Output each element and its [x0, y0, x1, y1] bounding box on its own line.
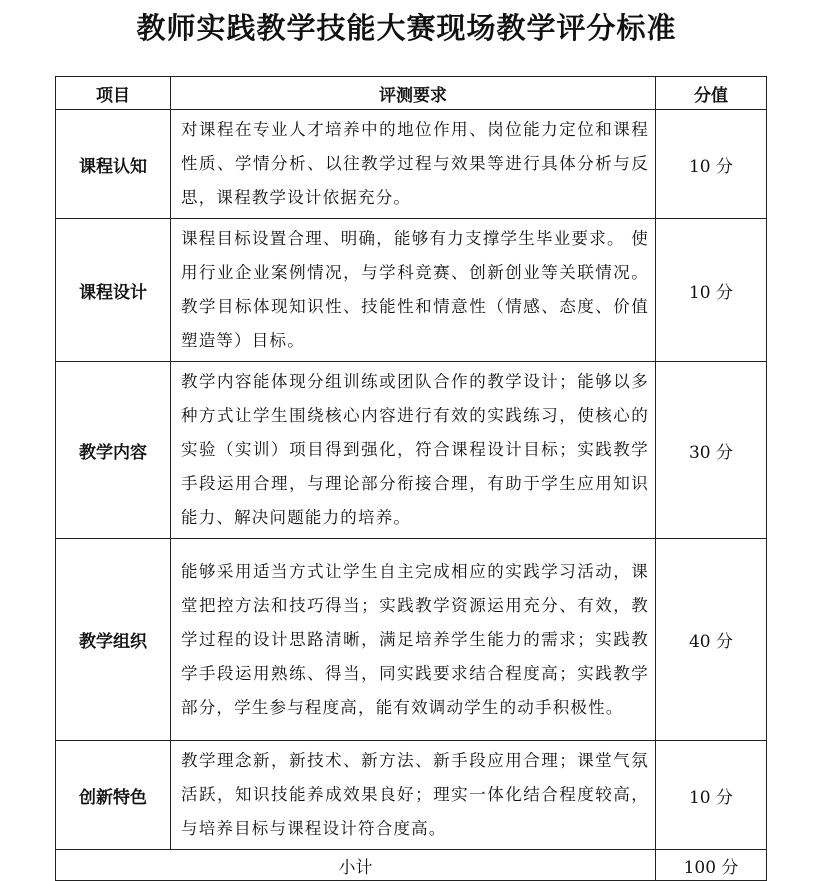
table-row	[56, 219, 767, 362]
row-score: 10 分	[656, 110, 767, 219]
row-item: 教学组织	[56, 539, 171, 741]
row-requirement: 能够采用适当方式让学生自主完成相应的实践学习活动，课堂把控方法和技巧得当；实践教学资源运用充分、有效，教学过程的设计思路清晰，满足培养学生能力的需求；实践教学手段运用熟练、得当，同实践要求结合程度高；实践教学部分，学生参与程度高，能有效调动学生的动手积极性。	[171, 539, 656, 741]
header-requirement: 评测要求	[171, 77, 656, 110]
page-title: 教师实践教学技能大赛现场教学评分标准	[136, 11, 677, 45]
table-header-row	[56, 77, 767, 110]
row-requirement: 课程目标设置合理、明确，能够有力支撑学生毕业要求。 使用行业企业案例情况，与学科竞赛、创新创业等关联情况。教学目标体现知识性、技能性和情意性（情感、态度、价值塑造等）目标。	[171, 219, 656, 362]
row-requirement: 教学内容能体现分组训练或团队合作的教学设计；能够以多种方式让学生围绕核心内容进行有效的实践练习，使核心的实验（实训）项目得到强化，符合课程设计目标；实践教学手段运用合理，与理论部分衔接合理，有助于学生应用知识能力、解决问题能力的培养。	[171, 362, 656, 539]
row-item: 课程认知	[56, 110, 171, 219]
row-score: 40 分	[656, 539, 767, 741]
total-score: 100 分	[656, 850, 767, 881]
table-row	[56, 362, 767, 539]
table-row	[56, 741, 767, 850]
header-item: 项目	[56, 77, 171, 110]
row-score: 10 分	[656, 219, 767, 362]
table-row	[56, 110, 767, 219]
row-score: 10 分	[656, 741, 767, 850]
scoring-table	[55, 76, 767, 881]
total-row	[56, 850, 767, 881]
total-label: 小计	[56, 850, 656, 881]
row-requirement: 对课程在专业人才培养中的地位作用、岗位能力定位和课程性质、学情分析、以往教学过程与效果等进行具体分析与反思，课程教学设计依据充分。	[171, 110, 656, 219]
row-item: 教学内容	[56, 362, 171, 539]
row-item: 课程设计	[56, 219, 171, 362]
header-score: 分值	[656, 77, 767, 110]
row-item: 创新特色	[56, 741, 171, 850]
table-row	[56, 539, 767, 741]
row-score: 30 分	[656, 362, 767, 539]
row-requirement: 教学理念新，新技术、新方法、新手段应用合理；课堂气氛活跃，知识技能养成效果良好；理实一体化结合程度较高，与培养目标与课程设计符合度高。	[171, 741, 656, 850]
